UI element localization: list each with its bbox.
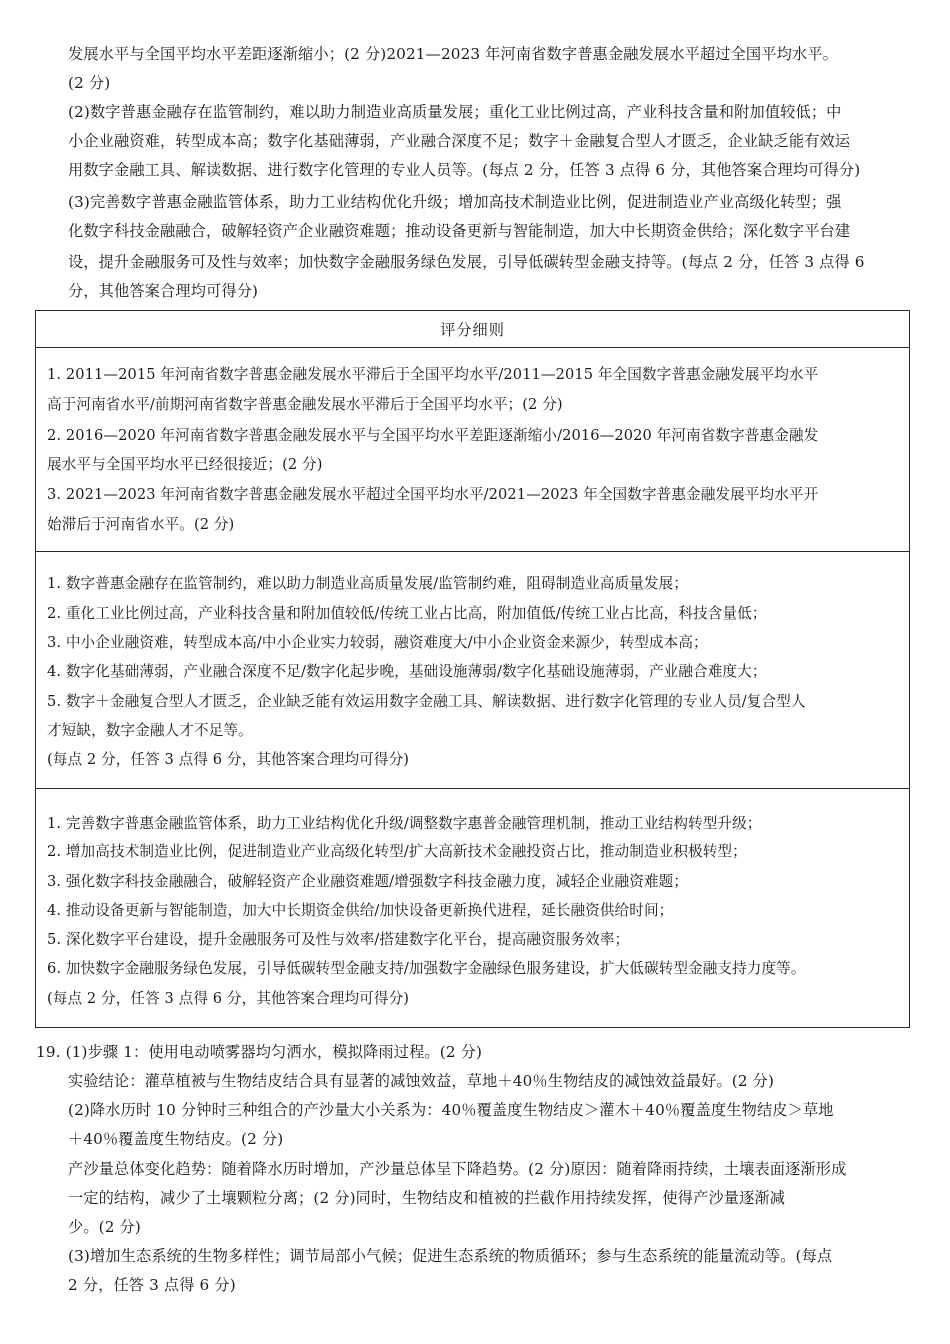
scoring-line: 展水平与全国平均水平已经很接近；(2 分): [47, 456, 323, 473]
divider: [36, 551, 909, 552]
scoring-line: 2. 增加高技术制造业比例，促进制造业产业高级化转型/扩大高新技术金融投资占比，推动制造业积极转型；: [47, 843, 747, 860]
text-line: 发展水平与全国平均水平差距逐渐缩小；(2 分)2021—2023 年河南省数字普惠金融发展水平超过全国平均水平。: [68, 45, 838, 63]
text-line: 化数字科技金融融合，破解轻资产企业融资难题；推动设备更新与智能制造，加大中长期资金供给；深化数字平台建: [68, 222, 851, 240]
scoring-box-title: 评分细则: [440, 321, 505, 339]
scoring-line: 1. 数字普惠金融存在监管制约，难以助力制造业高质量发展/监管制约难，阻碍制造业高质量发展；: [47, 575, 689, 592]
scoring-line: 6. 加快数字金融服务绿色发展，引导低碳转型金融支持/加强数字金融绿色服务建设，扩大低碳转型金融支持力度等。: [47, 960, 806, 977]
scoring-line: (每点 2 分，任答 3 点得 6 分，其他答案合理均可得分): [47, 990, 410, 1007]
scoring-line: 始滞后于河南省水平。(2 分): [47, 516, 235, 533]
scoring-line: 1. 2011—2015 年河南省数字普惠金融发展水平滞后于全国平均水平/2011—2015 年全国数字普惠金融发展平均水平: [47, 366, 819, 383]
text-line: 分，其他答案合理均可得分): [68, 282, 259, 300]
divider: [36, 788, 909, 789]
scoring-line: 2. 2016—2020 年河南省数字普惠金融发展水平与全国平均水平差距逐渐缩小/2016—2020 年河南省数字普惠金融发: [47, 427, 819, 444]
scoring-line: 1. 完善数字普惠金融监管体系，助力工业结构优化升级/调整数字惠普金融管理机制，推动工业结构转型升级；: [47, 815, 762, 832]
question-19-line: (2)降水历时 10 分钟时三种组合的产沙量大小关系为：40％覆盖度生物结皮＞灌木＋40％覆盖度生物结皮＞草地: [68, 1101, 834, 1119]
text-line: (2)数字普惠金融存在监管制约，难以助力制造业高质量发展；重化工业比例过高，产业科技含量和附加值较低；中: [68, 103, 842, 121]
divider: [36, 347, 909, 348]
question-19-line: ＋40％覆盖度生物结皮。(2 分): [68, 1130, 284, 1148]
text-line: 小企业融资难，转型成本高；数字化基础薄弱，产业融合深度不足；数字＋金融复合型人才匮乏，企业缺乏能有效运: [68, 132, 851, 150]
question-19-line: 2 分，任答 3 点得 6 分): [68, 1276, 236, 1294]
question-19-line: 19. (1)步骤 1：使用电动喷雾器均匀洒水，模拟降雨过程。(2 分): [36, 1043, 483, 1061]
scoring-line: 才短缺，数字金融人才不足等。: [47, 722, 253, 739]
scoring-line: 5. 深化数字平台建设，提升金融服务可及性与效率/搭建数字化平台，提高融资服务效率；: [47, 931, 630, 948]
scoring-details-box: [35, 310, 910, 1028]
question-19-line: 少。(2 分): [68, 1218, 141, 1236]
scoring-line: 3. 中小企业融资难，转型成本高/中小企业实力较弱，融资难度大/中小企业资金来源少，转型成本高；: [47, 634, 708, 651]
scoring-line: 高于河南省水平/前期河南省数字普惠金融发展水平滞后于全国平均水平；(2 分): [47, 396, 563, 413]
question-19-line: 一定的结构，减少了土壤颗粒分离；(2 分)同时，生物结皮和植被的拦截作用持续发挥，使得产沙量逐渐减: [68, 1189, 786, 1207]
scoring-line: 4. 推动设备更新与智能制造，加大中长期资金供给/加快设备更新换代进程，延长融资供给时间；: [47, 902, 674, 919]
scoring-line: 3. 强化数字科技金融融合，破解轻资产企业融资难题/增强数字科技金融力度，减轻企业融资难题；: [47, 873, 689, 890]
text-line: (2 分): [68, 74, 111, 92]
text-line: 设，提升金融服务可及性与效率；加快数字金融服务绿色发展，引导低碳转型金融支持等。(每点 2 分，任答 3 点得 6: [68, 253, 865, 271]
scoring-line: 3. 2021—2023 年河南省数字普惠金融发展水平超过全国平均水平/2021—2023 年全国数字普惠金融发展平均水平开: [47, 486, 819, 503]
scoring-line: 2. 重化工业比例过高，产业科技含量和附加值较低/传统工业占比高，附加值低/传统工业占比高，科技含量低；: [47, 605, 767, 622]
scoring-line: 4. 数字化基础薄弱，产业融合深度不足/数字化起步晚，基础设施薄弱/数字化基础设施薄弱，产业融合难度大；: [47, 663, 767, 680]
scoring-line: (每点 2 分，任答 3 点得 6 分，其他答案合理均可得分): [47, 751, 410, 768]
question-19-line: 实验结论：灌草植被与生物结皮结合具有显著的减蚀效益，草地＋40％生物结皮的减蚀效益最好。(2 分): [68, 1072, 775, 1090]
text-line: (3)完善数字普惠金融监管体系，助力工业结构优化升级；增加高技术制造业比例，促进制造业产业高级化转型；强: [68, 193, 842, 211]
question-19-line: 产沙量总体变化趋势：随着降水历时增加，产沙量总体呈下降趋势。(2 分)原因：随着降雨持续，土壤表面逐渐形成: [68, 1160, 847, 1178]
question-19-line: (3)增加生态系统的生物多样性；调节局部小气候；促进生态系统的物质循环；参与生态系统的能量流动等。(每点: [68, 1247, 833, 1265]
scoring-line: 5. 数字＋金融复合型人才匮乏，企业缺乏能有效运用数字金融工具、解读数据、进行数字化管理的专业人员/复合型人: [47, 693, 806, 710]
text-line: 用数字金融工具、解读数据、进行数字化管理的专业人员等。(每点 2 分，任答 3 点得 6 分，其他答案合理均可得分): [68, 161, 861, 179]
